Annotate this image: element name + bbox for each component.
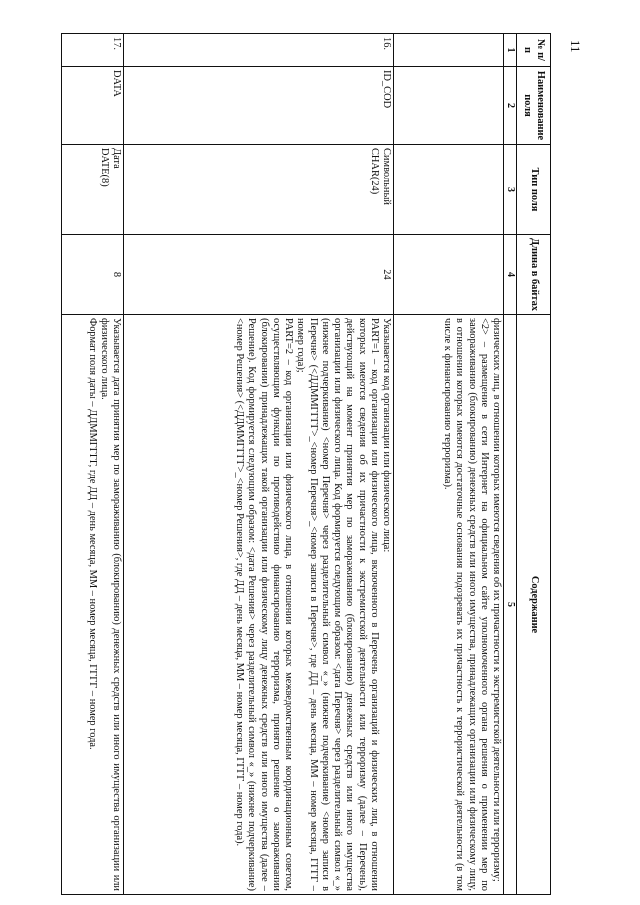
row-length — [394, 235, 504, 315]
row-name: DATA — [62, 67, 124, 145]
row-name: ID_COD — [124, 67, 394, 145]
fields-table — [61, 33, 551, 895]
type-label: Дата — [111, 148, 123, 169]
row-content — [394, 315, 504, 895]
header-name: Наименование поля — [517, 67, 551, 145]
row-num: 17. — [62, 34, 124, 67]
row-type — [394, 145, 504, 235]
rotated-table-wrapper — [49, 33, 551, 895]
header-row — [517, 34, 551, 895]
table-row — [124, 34, 394, 895]
content-paragraph: Указывается дата принятия мер по замораживанию (блокированию) денежных средств или иного имущества организации или физического лица. — [98, 318, 123, 891]
column-number: 1 — [504, 34, 517, 67]
column-number: 2 — [504, 67, 517, 145]
header-num: № п/п — [517, 34, 551, 67]
row-length: 24 — [124, 235, 394, 315]
header-length: Длина в байтах — [517, 235, 551, 315]
type-format: CHAR(24) — [368, 148, 380, 195]
row-name — [394, 67, 504, 145]
row-num — [394, 34, 504, 67]
content-paragraph: Формат поля даты – ДДММГГГГ, где ДД – день месяца, ММ – номер месяца, ГГГГ – номер года. — [86, 318, 98, 750]
row-content — [62, 315, 124, 895]
page-number: 11 — [568, 40, 583, 53]
header-type: Тип поля — [517, 145, 551, 235]
row-length: 8 — [62, 235, 124, 315]
column-number: 4 — [504, 235, 517, 315]
content-paragraph: PART=2 – код организации или физического лица, в отношении которых межведомственным координационным советом, осуществляющим функции по противодействию финансированию терроризма, принято решение о замораживании (блокировании) принадлежащих такой организации или физическому лицу денежных средств или иного имущества (далее – Решение). Код формируется следующим образом: <дата Решения> через разделительный символ «_» (нижнее подчеркивание) <номер Решения> (<ДДММГГГГ>_<номер Решения>, где ДД – день месяца, ММ – номер месяца, ГГГГ – номер года). — [234, 318, 295, 891]
column-number: 5 — [504, 315, 517, 895]
column-number-row — [504, 34, 517, 895]
row-type — [124, 145, 394, 235]
column-number: 3 — [504, 145, 517, 235]
header-content: Содержание — [517, 315, 551, 895]
content-paragraph: <2> – размещение в сети Интернет на официальном сайте уполномоченного органа решения о применении мер по замораживанию (блокированию) денежных средств или иного имущества, принадлежащих организации или физическому лицу, в отношении которых имеются достаточные основания подозревать их причастность к террористической деятельности (в том числе к финансированию терроризма). — [442, 318, 490, 891]
type-format: DATE(8) — [98, 148, 110, 187]
content-paragraph: PART=1 – код организации или физического лица, включенного в Перечень организаций и физических лиц, в отношении которых имеются сведения об их причастности к экстремистской деятельности или терроризму (далее – Перечень), действующий на момент принятия мер по замораживанию (блокированию) денежных средств или иного имущества организации или физического лица. Код формируется следующим образом: <дата Перечня> через разделительный символ «_» (нижнее подчеркивание) <номер Перечня> через разделительный символ «_» (нижнее подчеркивание) <номер записи в Перечне> (<ДДММГГГГ>_<номер Перечня>_<номер записи в Перечне>, где ДД – день месяца, ММ – номер месяца, ГГГГ – номер года); — [295, 318, 380, 891]
row-type — [62, 145, 124, 235]
type-label: Символьный — [381, 148, 393, 205]
row-content — [124, 315, 394, 895]
table-row — [394, 34, 504, 895]
content-paragraph: Указывается код организации или физического лица: — [381, 318, 393, 553]
table-row — [62, 34, 124, 895]
row-num: 16. — [124, 34, 394, 67]
content-paragraph: физических лиц, в отношении которых имеются сведения об их причастности к экстремистской деятельности или терроризму; — [491, 318, 503, 882]
